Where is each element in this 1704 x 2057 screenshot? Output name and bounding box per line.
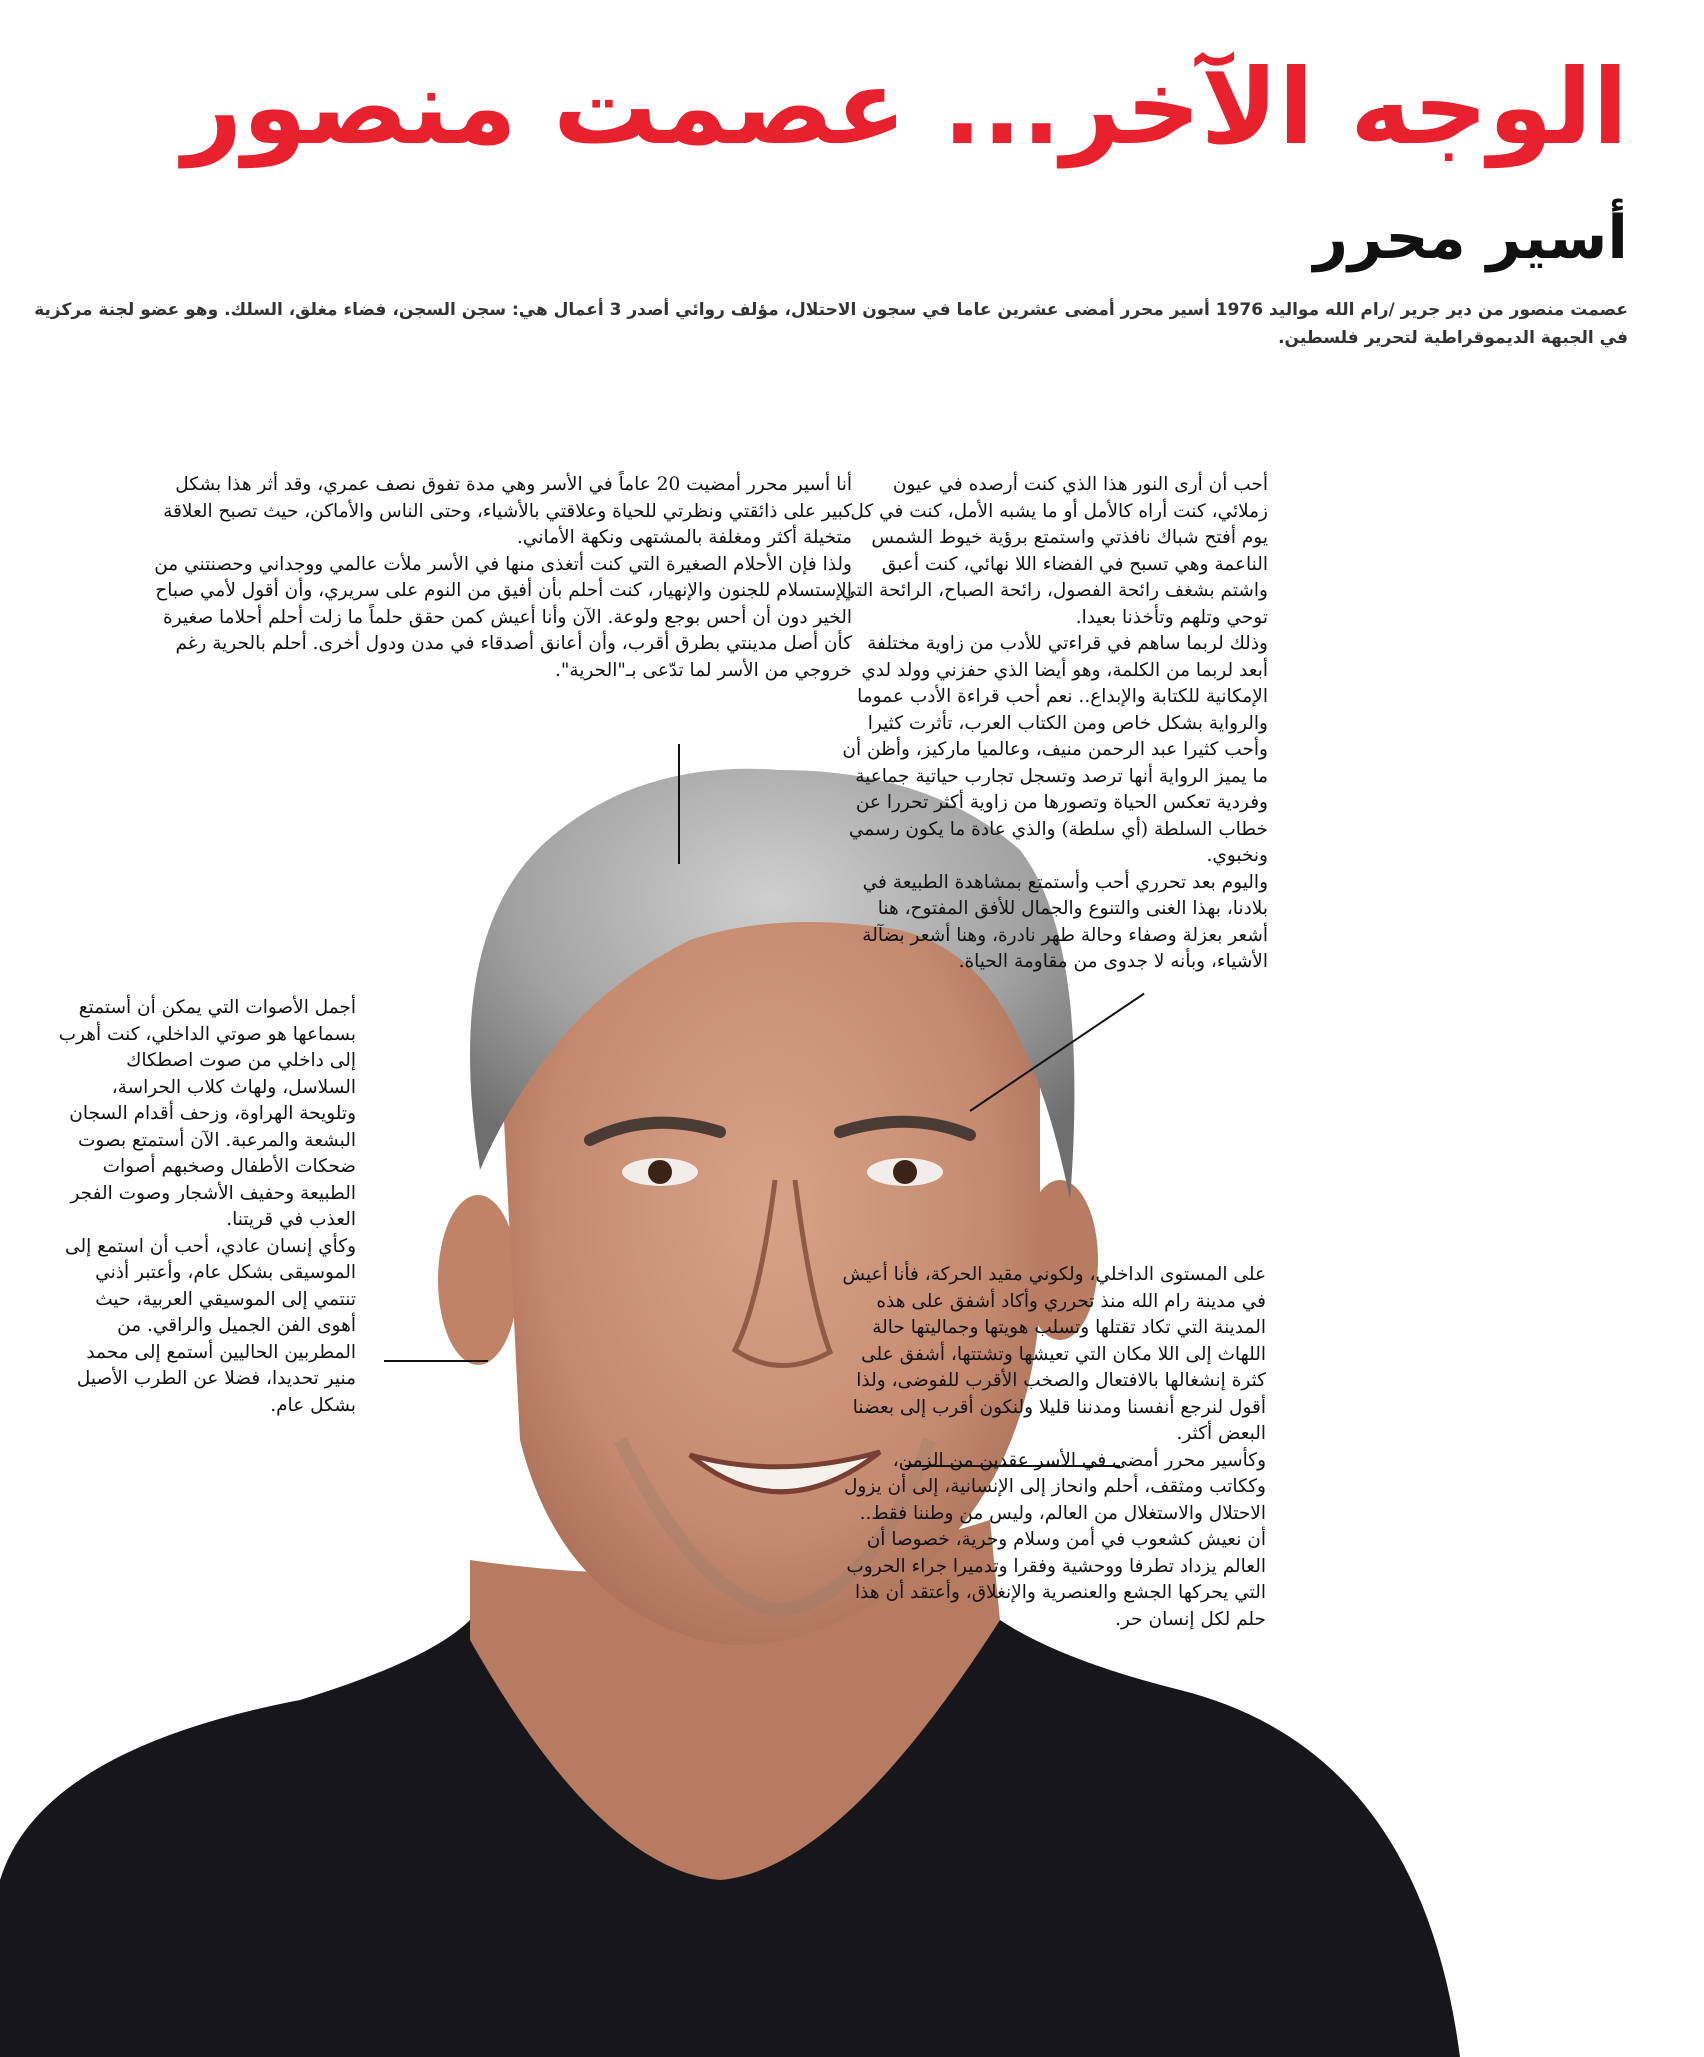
paragraph: أحب أن أرى النور هذا الذي كنت أرصده في عيون زملائي، كنت أراه كالأمل أو ما يشبه الأمل، كنت في كل يوم أفتح شباك نافذتي واستمتع برؤية خيوط الشمس الناعمة وهي تسبح في الفضاء اللا نهائي، كنت أعبق واشتم بشغف رائحة الفصول، رائحة الصباح، الرائحة التي توحي وتلهم وتأخذنا بعيدا. xyxy=(841,474,1268,628)
left-ear xyxy=(438,1195,518,1365)
column-right xyxy=(838,472,1268,976)
column-left xyxy=(56,995,356,1419)
leader-line-left-ear xyxy=(384,1360,488,1362)
paragraph: على المستوى الداخلي، ولكوني مقيد الحركة، فأنا أعيش في مدينة رام الله منذ تحرري وأكاد أشفق على هذه المدينة التي تكاد تقتلها وتسلب هويتها وجماليتها حالة اللهاث إلى اللا مكان التي تعيشها وتشتتها، أشفق على كثرة إنشغالها بالافتعال والصخب الأقرب للفوضى، ولذا أقول لنرجع أنفسنا ومدننا قليلا ولنكون أقرب إلى بعضنا البعض أكثر. xyxy=(842,1264,1266,1444)
page-subtitle: أسير محرر xyxy=(1313,203,1628,273)
column-top-middle xyxy=(142,472,852,684)
leader-line-hair xyxy=(678,744,680,864)
paragraph: ولذا فإن الأحلام الصغيرة التي كنت أتغذى منها في الأسر ملأت عالمي ووجداني وحصنتني من الإستسلام للجنون والإنهيار، كنت أحلم بأن أفيق من النوم على سريري، وأن أقول لأمي صباح الخير دون أن أحس بوجع ولوعة. الآن وأنا أعيش كمن حقق حلماً ما زلت أحلم أحلاما صغيرة كأن أصل مدينتي بطرق أقرب، وأن أعانق أصدقاء في مدن ودول أخرى. أحلم بالحرية رغم خروجي من الأسر لما تدّعى بـ"الحرية". xyxy=(154,553,852,681)
page-title: الوجه الآخر... عصمت منصور xyxy=(182,46,1628,168)
intro-text: عصمت منصور من دير جرير /رام الله مواليد 1976 أسير محرر أمضى عشرين عاما في سجون الاحتلال، مؤلف روائي أصدر 3 أعمال هي: سجن السجن، فضاء مغلق، السلك. وهو عضو لجنة مركزية في الجبهة الديموقراطية لتحرير فلسطين. xyxy=(34,300,1628,348)
paragraph: واليوم بعد تحرري أحب وأستمتع بمشاهدة الطبيعة في بلادنا، بهذا الغنى والتنوع والجمال للأفق المفتوح، هنا أشعر بعزلة وصفاء وحالة طهر نادرة، وهنا أشعر بضآلة الأشياء، وبأنه لا جدوى من مقاومة الحياة. xyxy=(862,871,1268,972)
paragraph: وكأسير محرر أمضى في الأسر عقدين من الزمن، وككاتب ومثقف، أحلم وانحاز إلى الإنسانية، إلى أن يزول الاحتلال والاستغلال من العالم، وليس من وطننا فقط.. أن نعيش كشعوب في أمن وسلام وحرية، خصوصا أن العالم يزداد تطرفا ووحشية وفقرا وتدميرا جراء الحروب التي يحركها الجشع والعنصرية والإنغلاق، وأعتقد أن هذا حلم لكل إنسان حر. xyxy=(843,1449,1266,1630)
paragraph: أجمل الأصوات التي يمكن أن أستمتع بسماعها هو صوتي الداخلي، كنت أهرب إلى داخلي من صوت اصطكاك السلاسل، ولهاث كلاب الحراسة، وتلويحة الهراوة، وزحف أقدام السجان البشعة والمرعبة. الآن أستمتع بصوت ضحكات الأطفال وصخبهم أصوات الطبيعة وحفيف الأشجار وصوت الفجر العذب في قريتنا. xyxy=(58,997,356,1230)
column-bottom-right xyxy=(836,1262,1266,1633)
paragraph: وذلك لربما ساهم في قراءتي للأدب من زاوية مختلفة أبعد لربما من الكلمة، وهو أيضا الذي حفزني وولد لدي الإمكانية للكتابة والإبداع.. نعم أحب قراءة الأدب عموما والرواية بشكل خاص ومن الكتاب العرب، تأثرت كثيرا وأحب كثيرا عبد الرحمن منيف، وعالميا ماركيز، وأظن أن ما يميز الرواية أنها ترصد وتسجل تجارب حياتية جماعية وفردية تعكس الحياة وتصورها من زاوية أكثر تحررا عن خطاب السلطة (أي سلطة) والذي عادة ما يكون رسمي ونخبوي. xyxy=(842,633,1268,866)
paragraph: وكأي إنسان عادي، أحب أن استمع إلى الموسيقى بشكل عام، وأعتبر أذني تنتمي إلى الموسيقي العربية، حيث أهوى الفن الجميل والراقي. من المطربين الحاليين أستمع إلى محمد منير تحديدا، فضلا عن الطرب الأصيل بشكل عام. xyxy=(65,1235,356,1416)
paragraph: أنا أسير محرر أمضيت 20 عاماً في الأسر وهي مدة تفوق نصف عمري، وقد أثر هذا بشكل كبير على ذائقتي ونظرتي للحياة وعلاقتي بالأشياء، وحتى الناس والأماكن، حيث تصبح العلاقة متخيلة أكثر ومغلفة بالمشتهى ونكهة الأماني. xyxy=(163,474,852,548)
